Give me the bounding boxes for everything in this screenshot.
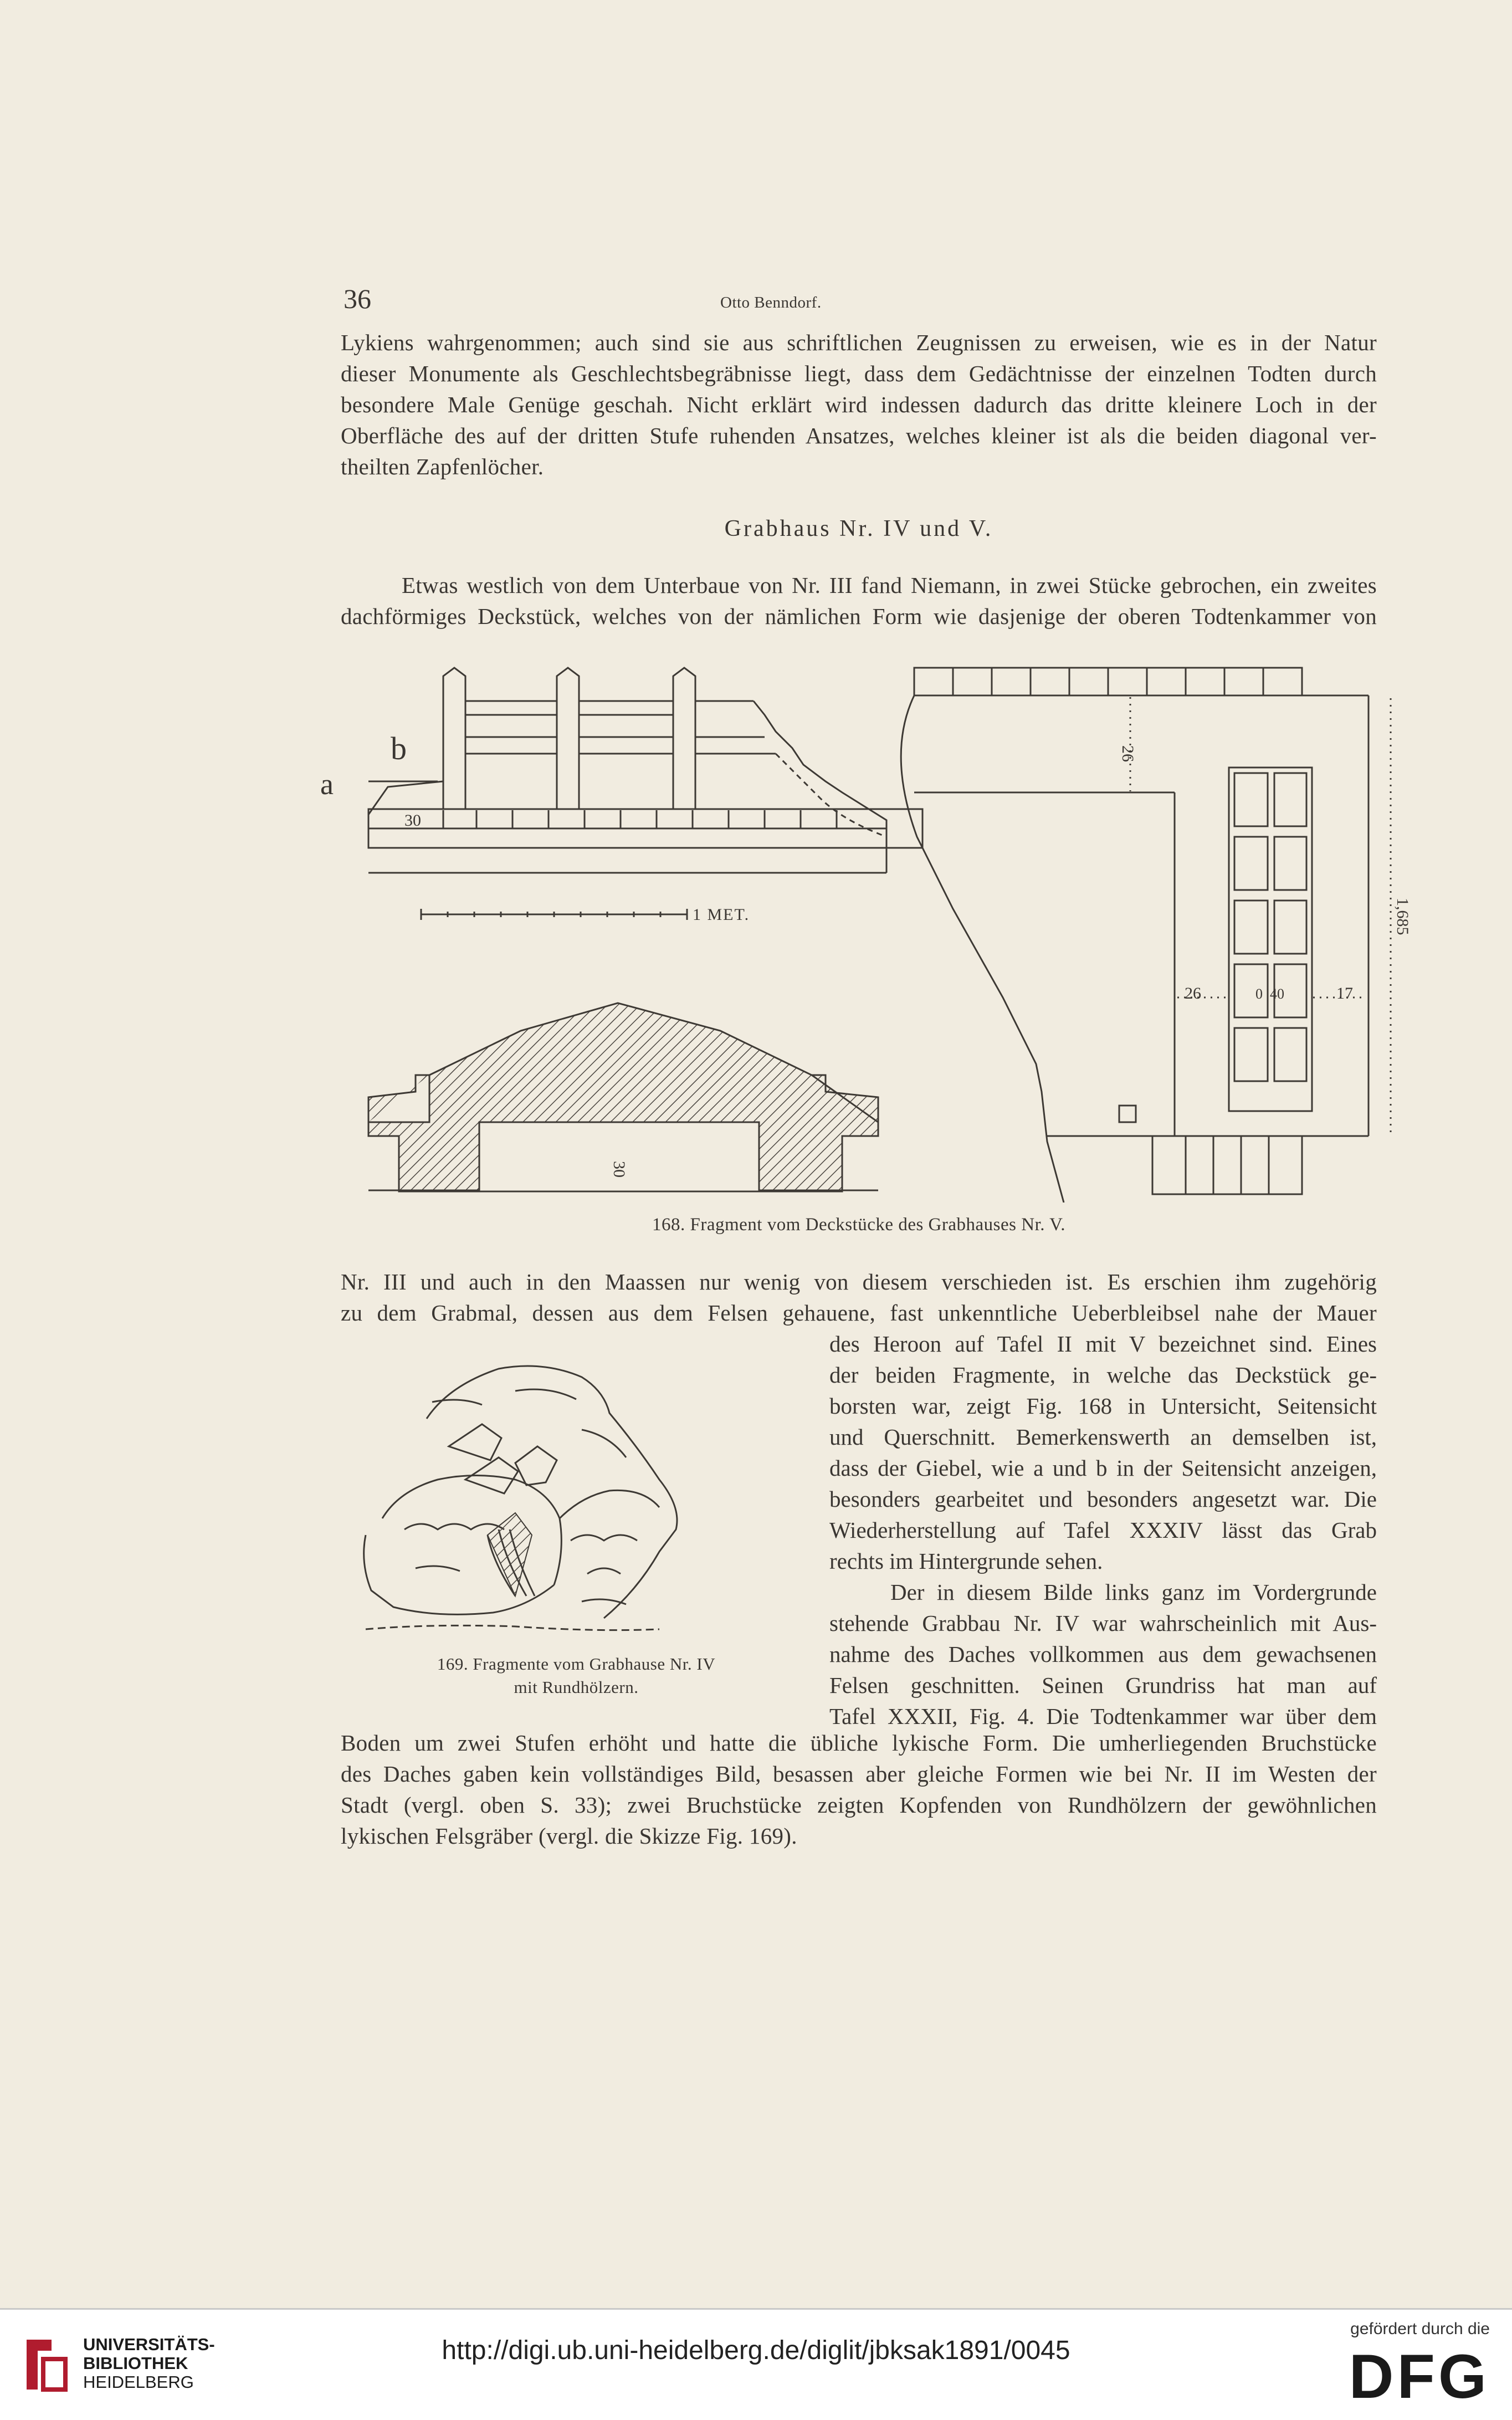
text-line: Felsen geschnitten. Seinen Grundriss hat man auf <box>829 1672 1377 1698</box>
text-line: besondere Male Genüge geschah. Nicht erklärt wird indessen dadurch das dritte kleinere Loch in der <box>341 392 1377 417</box>
paragraph-3 <box>341 1266 1377 1328</box>
dim-26-top: 26 <box>1119 745 1137 762</box>
dim-26-mid: 26 <box>1185 984 1201 1002</box>
text-line: besonders gearbeitet und besonders angesetzt war. Die <box>829 1486 1377 1512</box>
text-line: Der in diesem Bilde links ganz im Vordergrunde <box>890 1579 1377 1605</box>
text-line: des Heroon auf Tafel II mit V bezeichnet sind. Eines <box>829 1331 1377 1357</box>
right-column-text <box>829 1328 1377 1732</box>
dim-40: 40 <box>1270 986 1284 1002</box>
section-heading: Grabhaus Nr. IV und V. <box>724 516 993 541</box>
running-title: Otto Benndorf. <box>720 294 822 311</box>
text-line: nahme des Daches vollkommen aus dem gewachsenen <box>829 1641 1377 1667</box>
figure-168-caption: 168. Fragment vom Deckstücke des Grabhauses Nr. V. <box>652 1215 1065 1235</box>
library-line: HEIDELBERG <box>83 2372 194 2392</box>
footer-bar <box>0 2308 1512 2420</box>
text-line: Boden um zwei Stufen erhöht und hatte die übliche lykische Form. Die umherliegenden Bruchstücke <box>341 1730 1377 1756</box>
dim-1685: 1,685 <box>1393 898 1412 935</box>
text-line: Stadt (vergl. oben S. 33); zwei Bruchstücke zeigten Kopfenden von Rundhölzern der gewöhnlichen <box>341 1792 1377 1818</box>
text-line: lykischen Felsgräber (vergl. die Skizze Fig. 169). <box>341 1823 797 1849</box>
dim-17: 17 <box>1336 984 1353 1002</box>
funded-by-label: gefördert durch die <box>1350 2320 1490 2338</box>
cross-section-void <box>479 1122 759 1191</box>
text-line: und Querschnitt. Bemerkenswerth an demselben ist, <box>829 1424 1377 1450</box>
text-line: Nr. III und auch in den Maassen nur wenig von diesem verschieden ist. Es erschien ihm zugehörig <box>341 1269 1377 1295</box>
plan-view <box>901 668 1391 1203</box>
dfg-logo: DFG <box>1349 2342 1490 2411</box>
label-a: a <box>320 768 334 801</box>
text-line: dachförmiges Deckstück, welches von der nämlichen Form wie dasjenige der oberen Todtenkammer von <box>341 603 1377 629</box>
library-line: BIBLIOTHEK <box>83 2354 188 2373</box>
text-line: Wiederherstellung auf Tafel XXXIV lässt das Grab <box>829 1517 1377 1543</box>
paragraph-1 <box>341 327 1377 482</box>
page-number: 36 <box>344 283 371 314</box>
text-line: des Daches gaben kein vollständiges Bild, besassen aber gleiche Formen wie bei Nr. II im Westen der <box>341 1761 1377 1787</box>
figure-169-caption <box>355 1652 798 1699</box>
text-line: stehende Grabbau Nr. IV war wahrscheinlich mit Aus- <box>829 1610 1377 1636</box>
text-line: theilten Zapfenlöcher. <box>341 454 544 479</box>
dim-30-side: 30 <box>404 811 421 830</box>
text-line: Oberfläche des auf der dritten Stufe ruhenden Ansatzes, welches kleiner ist als die beiden diagonal ver- <box>341 423 1377 448</box>
text-line: dass der Giebel, wie a und b in der Seitensicht anzeigen, <box>829 1455 1377 1481</box>
library-line: UNIVERSITÄTS- <box>83 2335 215 2354</box>
scale-label: 1 MET. <box>693 905 750 924</box>
side-view <box>368 668 922 920</box>
permalink-url[interactable]: http://digi.ub.uni-heidelberg.de/diglit/jbksak1891/0045 <box>442 2336 1070 2365</box>
text-line: dieser Monumente als Geschlechtsbegräbnisse liegt, dass dem Gedächtnisse der einzelnen Todten durch <box>341 361 1377 386</box>
dim-30-section: 30 <box>610 1161 628 1178</box>
text-line: Tafel XXXII, Fig. 4. Die Todtenkammer war über dem <box>829 1703 1377 1729</box>
paragraph-2 <box>341 570 1377 632</box>
text-line: Lykiens wahrgenommen; auch sind sie aus schriftlichen Zeugnissen zu erweisen, wie es in der Natur <box>341 330 1377 355</box>
label-b: b <box>391 730 407 766</box>
text-line: zu dem Grabmal, dessen aus dem Felsen gehauene, fast unkenntliche Ueberbleibsel nahe der Mauer <box>341 1300 1377 1326</box>
paragraph-4 <box>341 1727 1377 1851</box>
text-line: der beiden Fragmente, in welche das Deckstück ge- <box>829 1362 1377 1388</box>
dim-0: 0 <box>1255 986 1263 1002</box>
caption-line: mit Rundhölzern. <box>514 1677 639 1697</box>
side-view-ribs <box>443 810 837 828</box>
text-line: rechts im Hintergrunde sehen. <box>829 1548 1103 1574</box>
text-line: borsten war, zeigt Fig. 168 in Untersicht, Seitensicht <box>829 1393 1377 1419</box>
figure-169-sketch <box>349 1352 798 1640</box>
text-line: Etwas westlich von dem Unterbaue von Nr. III fand Niemann, in zwei Stücke gebrochen, ein zweites <box>402 572 1377 598</box>
figure-168-drawing <box>310 654 1418 1203</box>
caption-line: 169. Fragmente vom Grabhause Nr. IV <box>437 1654 716 1674</box>
